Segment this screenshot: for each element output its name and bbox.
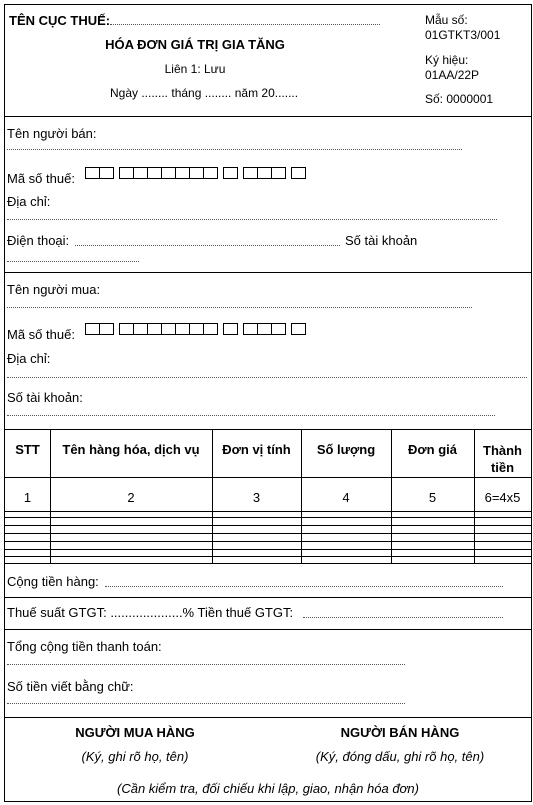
table-border — [5, 511, 531, 512]
index-cell: 2 — [127, 490, 135, 505]
index-cell: 3 — [252, 490, 261, 505]
vat-rate-label: Thuế suất GTGT: ....................% Tiền thuế GTGT: — [7, 605, 294, 620]
col-header-unit-price: Đơn giá — [408, 442, 457, 457]
seller-tax-code-label: Mã số thuế: — [7, 171, 75, 186]
amount-in-words-dots — [7, 703, 405, 704]
table-row-line — [5, 541, 531, 542]
form-no-value: 01GTKT3/001 — [425, 28, 501, 42]
buyer-account-dots — [7, 415, 495, 416]
invoice-form — [4, 4, 532, 802]
seller-name-dots — [7, 149, 462, 150]
grand-total-dots — [7, 664, 405, 665]
divider — [5, 116, 531, 117]
table-border — [5, 429, 531, 430]
seller-phone-dots — [75, 245, 340, 246]
buyer-name-dots — [7, 307, 472, 308]
seller-signature-title: NGƯỜI BÁN HÀNG — [340, 725, 460, 740]
seller-signature-note: (Ký, đóng dấu, ghi rõ họ, tên) — [315, 749, 485, 764]
table-border — [5, 477, 531, 478]
col-header-quantity: Số lượng — [316, 442, 376, 457]
buyer-account-label: Số tài khoản: — [7, 390, 83, 405]
symbol-label: Ký hiệu: — [425, 53, 469, 67]
table-row-line — [5, 549, 531, 550]
items-table — [5, 429, 531, 564]
divider — [5, 272, 531, 273]
tax-office-dots — [110, 24, 380, 25]
buyer-address-label: Địa chỉ: — [7, 351, 51, 366]
buyer-signature-title: NGƯỜI MUA HÀNG — [75, 725, 195, 740]
buyer-tax-code-label: Mã số thuế: — [7, 327, 75, 342]
divider — [5, 717, 531, 718]
subtotal-dots — [105, 586, 503, 587]
seller-address-dots — [7, 219, 497, 220]
divider — [5, 629, 531, 630]
invoice-number: Số: 0000001 — [425, 92, 494, 106]
seller-account-dots — [7, 261, 139, 262]
amount-in-words-label: Số tiền viết bằng chữ: — [7, 679, 134, 694]
seller-name-label: Tên người bán: — [7, 126, 97, 141]
seller-tax-code-boxes — [85, 167, 305, 179]
seller-address-label: Địa chỉ: — [7, 194, 51, 209]
buyer-name-label: Tên người mua: — [7, 282, 101, 297]
index-cell: 6=4x5 — [484, 490, 521, 505]
seller-account-label: Số tài khoản — [345, 233, 418, 248]
table-row-line — [5, 556, 531, 557]
date-line: Ngày ........ tháng ........ năm 20....... — [110, 86, 299, 100]
buyer-address-dots — [7, 377, 527, 378]
table-row-line — [5, 517, 531, 518]
symbol-value: 01AA/22P — [425, 68, 480, 82]
subtotal-label: Cộng tiền hàng: — [7, 574, 99, 589]
index-cell: 4 — [342, 490, 350, 505]
buyer-signature-note: (Ký, ghi rõ họ, tên) — [81, 749, 189, 764]
footer-note: (Cần kiểm tra, đối chiếu khi lập, giao, nhận hóa đơn) — [117, 781, 419, 796]
table-border — [5, 563, 531, 564]
form-no-label: Mẫu số: — [425, 13, 468, 27]
col-header-unit: Đơn vị tính — [222, 442, 291, 457]
index-cell: 1 — [23, 490, 32, 505]
grand-total-label: Tổng cộng tiền thanh toán: — [7, 639, 162, 654]
table-row-line — [5, 533, 531, 534]
col-header-item: Tên hàng hóa, dịch vụ — [62, 442, 200, 457]
vat-amount-dots — [303, 617, 503, 618]
copy-label: Liên 1: Lưu — [164, 62, 226, 76]
table-row-line — [5, 525, 531, 526]
tax-office-label: TÊN CỤC THUẾ: — [9, 13, 111, 28]
divider — [5, 597, 531, 598]
col-header-amount: Thành tiền — [483, 443, 522, 475]
seller-phone-label: Điện thoại: — [7, 233, 70, 248]
buyer-tax-code-boxes — [85, 323, 305, 335]
col-header-stt: STT — [15, 442, 40, 457]
invoice-title: HÓA ĐƠN GIÁ TRỊ GIA TĂNG — [105, 37, 285, 52]
index-cell: 5 — [428, 490, 437, 505]
